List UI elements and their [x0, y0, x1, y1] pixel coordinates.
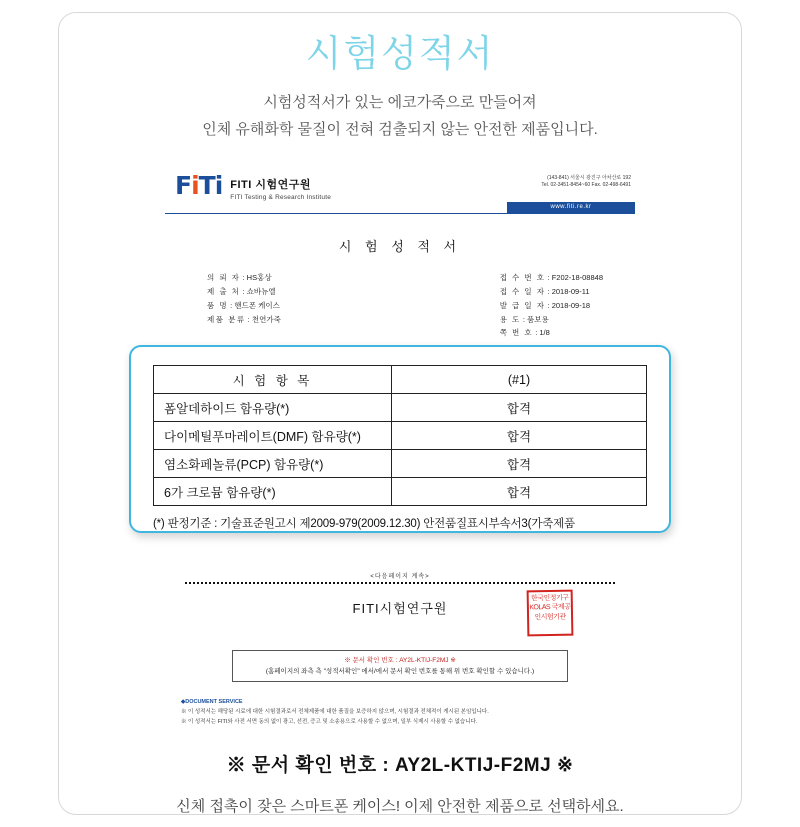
official-seal-stamp: 한국인정기구 KOLAS 국제공인시험기관: [527, 590, 574, 637]
field-row: 제품 분류 : 천연가죽: [207, 314, 281, 324]
cell-result: 합격: [392, 478, 647, 506]
field-label: 쪽 번 호: [499, 328, 534, 338]
field-row: 의 뢰 자 : HS홍상: [207, 272, 272, 282]
cell-result: 합격: [392, 450, 647, 478]
page-subtitle: [0, 90, 800, 143]
fiti-org-en: FITI Testing & Research Institute: [230, 193, 332, 201]
field-row: 용 도 : 품보용: [499, 314, 549, 324]
report-issuer-row: [165, 594, 635, 644]
field-value: 핸드폰 케이스: [234, 300, 280, 310]
dotted-divider: [185, 582, 615, 584]
field-value: 2018-09-11: [551, 286, 590, 296]
report-page-nav: <다음페이지 계속>: [370, 574, 430, 581]
field-label: 접 수 일 자: [499, 286, 546, 296]
results-table-note: (*) 판정기준 : 기술표준원고시 제2009-979(2009.12.30) 안전품질표시부속서3(가죽제품: [153, 518, 575, 530]
field-value: 천연가죽: [251, 314, 281, 324]
footer-tagline: 신체 접촉이 잦은 스마트폰 케이스! 이제 안전한 제품으로 선택하세요.: [176, 798, 624, 816]
field-row: 접 수 일 자 : 2018-09-11: [499, 286, 590, 296]
report-fields-left: [207, 271, 281, 340]
field-row: 접 수 번 호 : F202-18-08848: [499, 272, 603, 282]
column-header-result: (#1): [392, 366, 647, 394]
table-row: [154, 394, 647, 422]
table-row: [154, 422, 647, 450]
field-value: 쇼바뉴엘: [246, 286, 276, 296]
document-service-notes: [181, 698, 635, 728]
cell-item: 다이메틸푸마레이트(DMF) 함유량(*): [154, 422, 392, 450]
cell-item: 염소화페놀류(PCP) 함유량(*): [154, 450, 392, 478]
fiti-url: www.fiti.re.kr: [507, 202, 635, 213]
field-label: 제 출 처: [207, 286, 241, 296]
page-title: 시험성적서: [305, 33, 495, 74]
verify-number-line: ※ 문서 확인 번호 : AY2L-KTIJ-F2MJ ※: [344, 657, 456, 665]
fiti-org-names: [230, 169, 331, 201]
field-value: 1/8: [539, 328, 550, 338]
document-service-line: ※ 이 성적서는 FITI와 사전 서면 동의 없이 광고, 선전, 증고 및 소송용으로 사용할 수 없으며, 일부 식제시 사용할 수 없습니다.: [181, 719, 478, 726]
fiti-address: (143-841) 서울시 광진구 아차산로 192: [547, 174, 631, 181]
field-value: F202-18-08848: [551, 272, 603, 282]
cell-result: 합격: [392, 394, 647, 422]
table-row: [154, 478, 647, 506]
field-label: 품 명: [207, 300, 229, 310]
fiti-org-kr: FITI 시험연구원: [230, 178, 312, 191]
field-label: 제품 분류: [207, 314, 246, 324]
results-callout: [129, 345, 671, 533]
report-issuer-name: FITI시험연구원: [352, 601, 448, 617]
report-title: 시 험 성 적 서: [338, 238, 462, 254]
field-label: 접 수 번 호: [499, 272, 546, 282]
field-label: 발 급 일 자: [499, 300, 546, 310]
fiti-phone: Tel. 02-3451-8454~60 Fax. 02-498-6491: [541, 182, 631, 189]
results-table: [153, 365, 647, 506]
page-subtitle-line2: 인체 유해화학 물질이 전혀 검출되지 않는 안전한 제품입니다.: [202, 120, 598, 138]
verify-instruction-line: (홈페이지의 좌측 측 "성적서확인" 에서/에서 문서 확인 번호를 통해 위 번호 확인할 수 있습니다.): [265, 668, 535, 676]
cell-item: 6가 크로뮴 함유량(*): [154, 478, 392, 506]
column-header-item: 시 험 항 목: [154, 366, 392, 394]
field-row: 쪽 번 호 : 1/8: [499, 328, 550, 338]
field-value: 2018-09-18: [551, 300, 591, 310]
table-header-row: [154, 366, 647, 394]
cell-item: 폼알데하이드 함유량(*): [154, 394, 392, 422]
fiti-logo: FiTi: [175, 170, 223, 200]
field-row: 품 명 : 핸드폰 케이스: [207, 300, 280, 310]
field-label: 용 도: [499, 314, 521, 324]
report-header: [165, 169, 635, 214]
field-label: 의 뢰 자: [207, 272, 241, 282]
page-subtitle-line1: 시험성적서가 있는 에코가죽으로 만들어져: [263, 94, 537, 112]
report-fields-right: [500, 271, 603, 340]
field-value: 품보용: [527, 314, 549, 324]
document-number: ※ 문서 확인 번호 : AY2L-KTIJ-F2MJ ※: [226, 755, 574, 777]
field-row: 제 출 처 : 쇼바뉴엘: [207, 286, 276, 296]
fiti-contact: [471, 169, 635, 190]
cell-result: 합격: [392, 422, 647, 450]
report-fields: [165, 271, 635, 340]
document-service-title: ◆DOCUMENT SERVICE: [181, 699, 243, 706]
field-row: 발 급 일 자 : 2018-09-18: [499, 300, 591, 310]
field-value: HS홍상: [246, 272, 272, 282]
table-row: [154, 450, 647, 478]
document-verify-box: [232, 650, 568, 682]
document-service-line: ※ 이 성적서는 해당된 시료에 대한 시험결과로서 전체제품에 대한 품질을 보증하지 않으며, 시험결과 전체적이 게시된 본임입니다.: [181, 709, 489, 716]
